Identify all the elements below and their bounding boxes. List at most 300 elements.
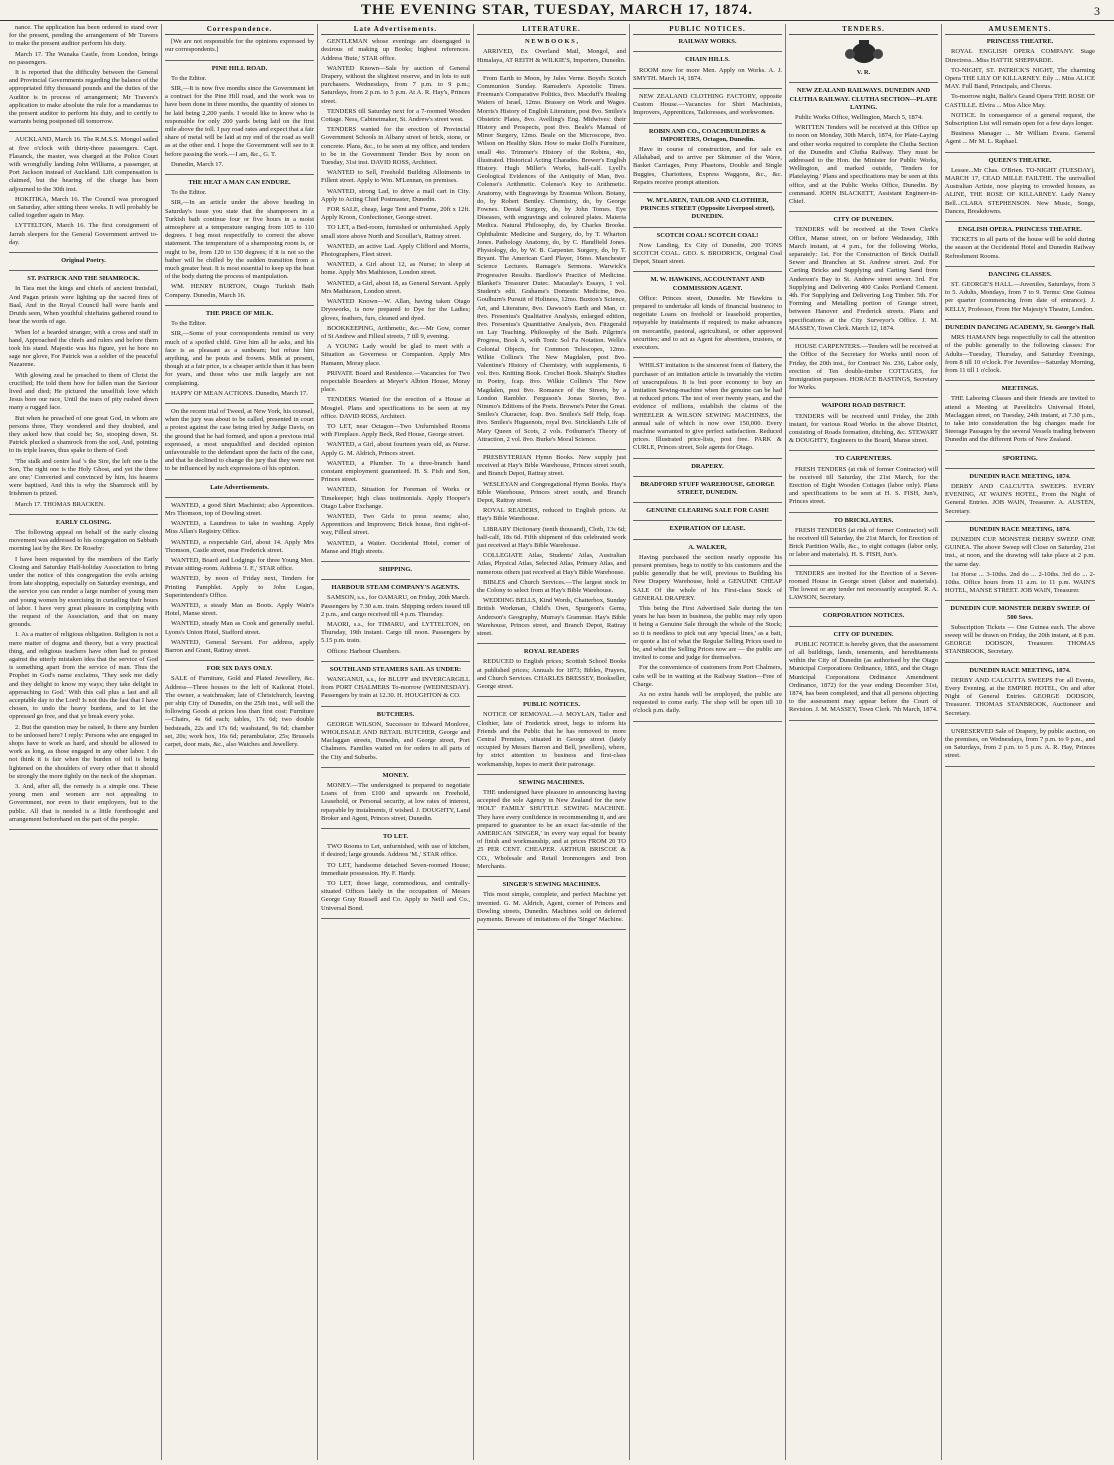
article-block — [945, 473, 1095, 516]
article-paragraph: TENDERS will be received at the Town Clerk's Office, Manse street, on or before Wednesday, 18th March instant, at 4 p.m., for the following Works, separately: 1st. For the Construction of Brick Outfall Sewer and Branches at St. Andrew street. 2nd. For Carting Bricks and Supplying and Carting Sand from Anderson's Bay to St. Andrew street sewer. 3rd. For Supplying and Delivering 400 Casks Portland Cement. 4th. For Supplying and Delivering Log Timber. 5th. For Forming and Metalling portion of Grange street, between Hanover and Frederick streets. Plans and specifications at the City Surveyor's Office. J. M. MASSEY, Town Clerk. March 12, 1874. — [789, 226, 938, 332]
royal-crest-icon — [842, 38, 886, 66]
divider — [321, 706, 470, 707]
article-paragraph: Public Works Office, Wellington, March 5, 1874. — [795, 114, 923, 122]
article-paragraph: ROOM now for more Men. Apply on Works. A. J. SMYTH. March 14, 1874. — [633, 66, 782, 82]
article-paragraph: THE Laboring Classes and their friends are invited to attend a Meeting at Pavelitch's Universal Hotel, Maclaggan street, on Tuesday, 24th instant, at 7.30 p.m., to take into consideration the big changes made for Steerage Passages by the several Vessels trading between Dunedin and the different Ports of New Zealand. — [945, 395, 1095, 444]
article-block — [633, 232, 782, 267]
article-title: EARLY CLOSING. — [55, 518, 112, 526]
article-paragraph: DERBY AND CALCUTTA SWEEPS. EVERY EVENING, AT WAIN'S HOTEL, From the Night of General Entries. JOB WAIN, Treasurer. A. AUSTEN, Secretary. — [945, 482, 1095, 515]
divider — [321, 579, 470, 580]
article-block — [165, 502, 314, 655]
divider — [633, 227, 782, 228]
article-title: BUTCHERS. — [376, 710, 415, 718]
article-title: WAIPORI ROAD DISTRICT. — [821, 402, 906, 410]
article-paragraph: Lessee...Mr Chas. O'Brien. TO-NIGHT (TUESDAY), MARCH 17, CEAD MILLE FAILTHE. The unrivalled Australian Artiste, now playing to crowded houses, as ALINE, THE ROSE OF KILLARNEY. Lady Nancy Bell...CLARA STEPHENSON. New Music, Songs, Dances, Breakdowns. — [945, 166, 1095, 215]
article-paragraph: With glowing zeal he preached to them of Christ the crucified; He told them how for fallen man the Saviour lived and died; He pictured the unselfish love which Jesus bore our race, Until the tears of pity rushed down many a rugged face. — [9, 371, 158, 412]
article-paragraph: WANTED, a respectable Girl, about 14. Apply Mrs Thomson, Castle street, near Frederick street. — [165, 538, 314, 554]
article-block — [321, 772, 470, 823]
divider — [945, 380, 1095, 381]
page-number: 3 — [1094, 4, 1100, 18]
article-block — [789, 570, 938, 603]
divider — [789, 211, 938, 212]
masthead — [0, 0, 1114, 21]
article-paragraph: Now Landing, Ex City of Dunedin, 200 TONS SCOTCH COAL. GEO. S. BRODRICK, Original Coal Depot, Stuart street. — [633, 241, 782, 266]
article-block — [789, 343, 938, 392]
article-block — [945, 38, 1095, 146]
article-paragraph: WANTED Known—W. Allan, having taken Otago Drysworks, is now prepared to Dye for the Ladies; gloves, feathers, furs, cleaned and dyed. — [321, 298, 470, 322]
divider — [165, 60, 314, 61]
article-title: SEWING MACHINES. — [518, 778, 585, 786]
article-paragraph: MAORI, s.s., for TIMARU, and LYTTELTON, on Thursday, 19th instant. Cargo till noon. Passengers by 5.15 p.m. train. — [321, 621, 470, 645]
article-title: DUNEDIN CUP. MONSTER DERBY SWEEP. Of 500 Sovs. — [950, 605, 1090, 621]
article-paragraph: 2. But the question may be raised, Is there any burden to be unloosed here? I reply: Persons who are engaged in shops have to work as hard, and should be allowed to work as long, as those engaged in any other labor. I do not think it is fair when the burden of toil is being lightened on the shoulders of every other that it should be strongly the more tightly on the neck of the shopman. — [9, 723, 158, 780]
article-block — [321, 38, 470, 556]
divider — [9, 514, 158, 515]
article-paragraph: WANGANUI, s.s., for BLUFF and INVERCARGILL from PORT CHALMERS To-morrow (WEDNESDAY). Passengers by train at 12.30. H. HOUGHTON & CO. — [321, 676, 470, 700]
article-paragraph: This being the First Advertised Sale during the ten years he has been in business, the public may rely upon it being a Genuine Sale through the whole of the Stock; so it is needless to pick out any 'special lines,' as a bait, or quote a list of what the Regular Selling Prices used to be, and what the Selling Prices now are — the public are invited to come and judge for themselves. — [633, 604, 782, 662]
article-paragraph: March 17. THOMAS BRACKEN. — [15, 500, 105, 508]
divider — [633, 88, 782, 89]
newspaper-title: THE EVENING STAR, TUESDAY, MARCH 17, 1874. — [360, 2, 754, 18]
article-paragraph: When lo! a bearded stranger, with a cross and staff in hand, Approached the chiefs and rulers and before them took his stand. Majestic was his figure, yet he bore no sage nor glove, For Patrick was a soldier of the peaceful Nazarene. — [9, 328, 158, 369]
article-block — [9, 275, 158, 508]
article-block — [789, 517, 938, 560]
article-paragraph: SALE of Furniture, Gold and Plated Jewellery, &c. Address—Three houses to the left of Kaikorai Hotel. The owner, a watchmaker, late of Christchurch, leaving per ship City of Dunedin, on the 25th inst., will sell the following Goods at prices less than first cost: Furniture—Chairs, 4s 6d each; tables, 17s 6d; two double bedsteads, 22s and 17s 6d; washstand, 9s 6d; chamber set, 20s; work box, 16s 6d; perambulator, 25s; Brussels carpet, door mats, &c., also Watches and Jewellery. — [165, 675, 314, 749]
article-title: V. R. — [856, 69, 871, 77]
article-paragraph: MRS HAMANN begs respectfully to call the attention of the public generally to the following classes: For Adults—Tuesday, Thursday, and Saturday Evenings, from 8 till 10 o'clock. For Juveniles—Saturday Morning, from 11 till 1 o'clock. — [945, 334, 1095, 374]
divider — [945, 766, 1095, 767]
divider — [165, 174, 314, 175]
article-paragraph: In Tara met the kings and chiefs of ancient Innisfail, And Pagan priests were lighting up the sacred fires of Baal, And in the Royal Council hall were bards and Druids seen, When youthful chieftains gathered round to hear the words of age. — [9, 285, 158, 326]
divider — [945, 319, 1095, 320]
divider — [945, 450, 1095, 451]
article-title: PRINCESS THEATRE. — [986, 38, 1054, 46]
divider — [321, 561, 470, 562]
article-paragraph: WANTED, a Girl, about 18, as General Servant. Apply Mrs Mathieson, London street. — [321, 279, 470, 295]
article-block — [165, 310, 314, 398]
article-paragraph: Office: Princes street, Dunedin. Mr Hawkins is prepared to undertake all kinds of financial business; to negotiate Loans on freehold or leasehold properties, repayable by instalments if required; to make advances on mercantile, pastoral, agricultural, or other approved securities; and to act as Agent for absentees, trustees, or executors. — [633, 294, 782, 352]
article-title: W. M'LAREN, TAILOR AND CLOTHIER, PRINCES STREET (Opposite Liverpool street), DUNEDIN. — [640, 197, 775, 221]
article-paragraph: LYTTELTON, March 16. The first consignment of Jarrah sleepers for the General Government arrived to-day. — [9, 222, 158, 246]
article-block — [633, 362, 782, 452]
divider — [789, 626, 938, 627]
article-title: HARBOUR STEAM COMPANY'S AGENTS. — [331, 584, 460, 592]
article-title: NEW ZEALAND RAILWAYS. DUNEDIN AND CLUTHA RAILWAY. CLUTHA SECTION—PLATE LAYING. — [789, 87, 938, 111]
article-block — [477, 648, 626, 691]
article-block — [165, 179, 314, 300]
divider — [165, 660, 314, 661]
article-block — [9, 519, 158, 824]
article-title: MEETINGS. — [1001, 385, 1039, 393]
divider — [633, 192, 782, 193]
article-block — [477, 38, 626, 65]
article-paragraph: For the convenience of customers from Port Chalmers, cabs will be in waiting at the Railway Station—Free of Charge. — [633, 664, 782, 688]
column-header: AMUSEMENTS. — [945, 25, 1095, 35]
divider — [945, 662, 1095, 663]
article-paragraph: AUCKLAND, March 16. The R.M.S.S. Mongol sailed at five o'clock with thirty-three passengers. Capt. Flasanck, the master, was charged at the Police Court with wrongfully landing John Williams, a passenger, at Port Jackson instead of Auckland. Lift compensation is claimed, but the hearing of the charge has been adjourned to the 30th inst. — [9, 136, 158, 193]
column-2 — [162, 24, 318, 1460]
article-paragraph: REDUCED to English prices; Scottish School Books at published prices; Annuals for 1873; Bibles, Prayers, and Church Services. CHARLES BRESSEY, Bookseller, George street. — [477, 658, 626, 691]
article-block — [789, 402, 938, 445]
article-title: THE HEAT A MAN CAN ENDURE. — [188, 179, 291, 187]
article-block — [165, 408, 314, 474]
article-title: A. WALKER, — [688, 543, 727, 551]
divider — [633, 51, 782, 52]
article-paragraph: It is reported that the difficulty between the General and Provincial Governments regarding the balance of the appropriated fifty thousand pounds and the duties of the Auditor is in process of arrangement; Mr Travers's application to make absolute the rule for a mandamus to the present auditor to perform his duty, and to certify to warrants being postponed till tomorrow. — [9, 69, 158, 126]
article-paragraph: PUBLIC NOTICE is hereby given, that the assessment of all buildings, lands, tenements, and hereditaments within the City of Dunedin (as authorised by the Otago Municipal Corporations Ordinance, 1865, and the Otago Municipal Corporations Ordinance Amendment Ordinance, 1872) for the year ending December 31st, 1874, has been completed, and that all persons objecting to the assessment may appear before the Court of Revision. J. M. MASSEY, Town Clerk. 7th March, 1874. — [789, 640, 938, 714]
article-paragraph: WANTED, strong Lad, to drive a mail cart in City. Apply to Acting Chief Postmaster, Dunedin. — [321, 187, 470, 203]
article-paragraph: This most simple, complete, and perfect Machine yet invented. G. M. Aldrich, Agent, corner of Princes and Dowling streets, Dunedin. Machines sold on deferred payments. Beware of imitations of the 'Singer' Machine. — [477, 891, 626, 923]
divider — [945, 152, 1095, 153]
divider — [9, 270, 158, 271]
divider — [789, 338, 938, 339]
article-paragraph: Dunedin, March 17. — [171, 160, 224, 168]
article-title: SPORTING. — [1002, 454, 1038, 462]
article-paragraph: 'The stalk and centre leaf 's the Sire, the left one is the Son, The right one is the Holy Ghost, and yet the three are one;' Converted and convinced by him, his hearers were baptised, And this is why the Shamrock still by Irishmen is prized. — [9, 457, 158, 498]
article-paragraph: WESLEYAN and Congregational Hymn Books. Hay's Bible Warehouse, Princes street south, and Branch Depot, Rattray street. — [477, 480, 626, 504]
article-paragraph: WANTED, General Servant. For address, apply Barron and Grant, Rattray street. — [165, 638, 314, 654]
article-paragraph: PRESBYTERIAN Hymn Books. New supply just received at Hay's Bible Warehouse, Princes street south, and Branch Depot, Rattray street. — [477, 453, 626, 478]
article-paragraph: BIBLES and Church Services.—The largest stock in the Colony to select from at Hay's Bible Warehouse. — [477, 578, 626, 594]
divider — [477, 774, 626, 775]
article-title: FOR SIX DAYS ONLY. — [206, 665, 273, 673]
article-paragraph: GENTLEMAN whose evenings are disengaged is desirous of making up Books; highest references. Address 'Bute,' STAR office. — [321, 38, 470, 62]
divider — [477, 696, 626, 697]
divider — [165, 497, 314, 498]
article-paragraph: FRESH TENDERS (at risk of former Contractor) will be received till Saturday, the 21st March, for Erection of Brick Partition Walls, &c., to eight cottages (labor only, or labor and materials). H. S. FISH, Jun's. — [789, 526, 938, 559]
article-paragraph: WANTED Known—Sale by auction of General Drapery, without the slightest reserve, and in lots to suit purchasers. Wednesdays, from 7 p.m. to 9 p.m.; Saturdays, from 2 p.m. to 5 p.m. At A. R. Hay's, Princes street. — [321, 64, 470, 105]
article-title: ENGLISH OPERA. PRINCESS THEATRE. — [958, 226, 1082, 234]
article-block — [945, 271, 1095, 314]
divider — [9, 252, 158, 253]
divider — [789, 607, 938, 608]
article-paragraph: 3. And, after all, the remedy is a simple one. These young men and women are not appealing to Government, nor even to their employers, but to the public. All that is needed is a little forethought and arrangement beforehand on the part of the people. — [9, 783, 158, 823]
article-paragraph: HOUSE CARPENTERS.—Tenders will be received at the Office of the Secretary for Works until noon of Friday, the 20th inst., for Contract No. 236, Labor only, erection of Ten double-timber COTTAGES, for Immigration purposes. HORACE BASTINGS, Secretary for Works. — [789, 343, 938, 392]
article-block — [789, 87, 938, 206]
article-block — [165, 665, 314, 749]
divider — [789, 450, 938, 451]
article-block — [789, 612, 938, 620]
article-block — [633, 56, 782, 83]
article-block — [945, 455, 1095, 463]
article-paragraph: WANTED, a Girl, about fourteen years old, as Nurse. Apply G. M. Aldrich, Princes street. — [321, 441, 470, 457]
divider — [477, 929, 626, 930]
divider — [945, 266, 1095, 267]
divider — [321, 767, 470, 768]
article-paragraph: NEW ZEALAND CLOTHING FACTORY, opposite Custom House.—Vacancies for Shirt Machinists, Improvers, Apprentices, Tailoresses, and workwomen. — [633, 93, 782, 117]
article-paragraph: HAPPY OF MEAN ACTIONS. Dunedin, March 17. — [171, 389, 308, 397]
article-paragraph: NOTICE. In consequence of a general request, the Subscription List will remain open for a few days longer. — [945, 111, 1095, 128]
article-title: CITY OF DUNEDIN. — [833, 216, 894, 224]
article-block — [945, 667, 1095, 718]
divider — [945, 723, 1095, 724]
article-title: DUNEDIN RACE MEETING, 1874. — [969, 525, 1071, 533]
article-block — [477, 881, 626, 924]
article-block — [321, 711, 470, 762]
divider — [165, 754, 314, 755]
article-paragraph: I have been requested by the members of the Early Closing and Saturday Half-holiday Association to bring under the notice of this congregation the evils arising from late shopping, especially on Saturday evenings, and the service you can render a large number of young men and young women by exercising in curtailing their hours of labor. I have very great pleasure in complying with the request of the Association, and that on many grounds. — [9, 555, 158, 629]
article-paragraph: NOTICE OF REMOVAL.—J. MOYLAN, Tailor and Clothier, late of Frederick street, begs to inform his Friends and the Public that he has removed to more Central Premises, situated in George street (lately occupied by Messrs Barron and Bell, jewellers), where, by strict attention to business and first-class workmanship, hopes to merit their patronage. — [477, 711, 626, 768]
article-paragraph: UNRESERVED Sale of Drapery, by public auction, on the premises, on Wednesdays, from 7 p.m. to 9 p.m., and on Saturdays, from 2 p.m. to 5 p.m. A. R. Hay, Princes street. — [945, 727, 1095, 760]
article-block — [633, 197, 782, 222]
article-title: SCOTCH COAL! SCOTCH COAL! — [656, 231, 759, 239]
divider — [633, 539, 782, 540]
article-block — [9, 136, 158, 247]
article-paragraph: PRIVATE Board and Residence.—Vacancies for Two respectable Boarders at Meyer's Albion House, Moray place. — [321, 369, 470, 394]
column-header: LITERATURE. — [477, 25, 626, 35]
article-title: DUNEDIN RACE MEETING, 1874. — [969, 472, 1071, 480]
article-block — [477, 454, 626, 638]
divider — [789, 720, 938, 721]
article-title: ROBIN AND CO., COACHBUILDERS & IMPORTERS, Octagon, Dunedin. — [648, 127, 767, 143]
divider — [945, 221, 1095, 222]
column-header: TENDERS. — [789, 25, 938, 35]
article-title: PINE HILL ROAD. — [211, 64, 268, 72]
article-title: SINGER'S SEWING MACHINES. — [502, 881, 601, 889]
article-block — [945, 385, 1095, 444]
article-paragraph: TENDERS will be received until Friday, the 20th instant, for various Road Works in the above District, consisting of Roads formation, ditching, &c. STEWART & DOUGHTY, Engineers to the Board, Manse street. — [789, 412, 938, 445]
article-paragraph: TO LET, handsome detached Seven-roomed House; immediate possession. Hy. F. Hardy. — [321, 861, 470, 877]
article-paragraph: WM. HENRY BURTON, Otago Turkish Bath Company. Dunedin, March 16. — [165, 283, 314, 299]
article-title: RAILWAY WORKS. — [678, 38, 737, 46]
divider — [633, 357, 782, 358]
divider — [945, 468, 1095, 469]
divider — [633, 123, 782, 124]
article-paragraph: COLLEGIATE Atlas, Students' Atlas, Australian Atlas, Physical Atlas, Selected Atlas, Primary Atlas, and numerous others just received at Hay's Bible Warehouse. — [477, 552, 626, 576]
divider — [477, 643, 626, 644]
article-title: EXPIRATION OF LEASE. — [669, 525, 746, 533]
article-paragraph: Subscription Tickets — One Guinea each. The above sweep will be drawn on Friday, the 20th instant, at 8 p.m. GEORGE DODSON, Treasurer. THOMAS STANBROOK, Secretary. — [945, 623, 1095, 656]
article-paragraph: TO LET, near Octagon—Two Unfurnished Rooms with Fireplace. Apply Beck, Red House, George street. — [321, 422, 470, 439]
article-paragraph: But when he preached of one great God, in whom are persons three, They wondered and they doubted, and they asked how that could be; So, stooping down, St. Patrick plucked a shamrock from the sod, And, pointing to its triple leaves, thus spake to them of God: — [9, 414, 158, 455]
divider — [633, 502, 782, 503]
divider — [789, 512, 938, 513]
article-title: Original Poetry. — [61, 257, 106, 265]
divider — [633, 721, 782, 722]
article-title: N E W B O O K S , — [524, 38, 579, 46]
article-title: TO CARPENTERS. — [835, 455, 892, 463]
article-block — [633, 507, 782, 515]
article-paragraph: WANTED, Situation for Foreman of Works or Timekeeper; high class testimonials. Apply Hooper's Otago Labor Exchange. — [321, 486, 470, 510]
article-paragraph: FOR SALE, cheap, large Tent and Frame, 20ft x 12ft. Apply Kroon, Confectioner, George street. — [321, 206, 470, 222]
article-paragraph: March 17. The Wanaka Castle, from London, brings no passengers. — [9, 50, 158, 66]
divider — [789, 565, 938, 566]
article-block — [789, 69, 938, 77]
article-block — [789, 631, 938, 715]
article-title: CHAIN HILLS. — [685, 56, 730, 64]
divider — [477, 70, 626, 71]
column-header: PUBLIC NOTICES. — [633, 25, 782, 35]
article-paragraph: WANTED, a Girl about 12, as Nurse; to sleep at home. Apply Mrs Mathieson, London street. — [321, 261, 470, 277]
divider — [9, 829, 158, 830]
article-paragraph: WHILST imitation is the sincerest form of flattery, the purchaser of an imitation article is invariably the victim of unscrupulous. It is but poor economy to buy an imitation Sewing-machine when the genuine can be had at reduced prices. The test of over twenty years, and the evidence of millions, establish the claims of the WHEELER & WILSON SEWING MACHINES, the annual sale of which is now over 150,000. Every machine warranted to give perfect satisfaction. Reduced prices. Illustrated price-lists, post free. PARK & CURLE, Princes street, Sole agents for Otago. — [633, 362, 782, 452]
article-paragraph: TWO Rooms to Let, unfurnished, with use of kitchen, if desired; large grounds. Address 'M.,' STAR office. — [321, 843, 470, 859]
article-paragraph: 1. As a matter of religious obligation. Religion is not a mere matter of dogma and theory, but a very practical thing, and religious teachers have often had to protest against the utterly mistaken idea that the service of God is something apart from the service of man. Thus the Prophet in God's name exclaims, 'They seek me daily and they delight to know my ways; they take delight in approaching to God.' With this call plus a last and all acceptable day to the Lord! Is not this the fast that I have chosen, to undo the heavy burdens, and to let the oppressed go free, and that ye break every yoke. — [9, 631, 158, 721]
article-paragraph: GEORGE WILSON, Successor to Edward Monlove, WHOLESALE AND RETAIL BUTCHER, George and Maclaggan streets, Dunedin, and George street, Port Chalmers. Families waited on for orders in all parts of the City and Suburbs. — [321, 720, 470, 761]
article-paragraph: TICKETS to all parts of the house will be sold during the season at the Occidental Hotel and Dunedin Railway Refreshment Rooms. — [945, 236, 1095, 260]
column-header: Correspondence. — [165, 25, 314, 35]
article-paragraph: WANTED, a Waiter. Occidental Hotel, corner of Manse and High streets. — [321, 539, 470, 555]
article-paragraph: WANTED, a steady Man as Boots. Apply Wain's Hotel, Manse street. — [165, 601, 314, 618]
article-paragraph: To the Editor. — [171, 74, 207, 82]
article-paragraph: Have in course of construction, and for sale ex Allahabad, and to arrive per Skimmer of the Wave, Basket Carriages, Pony Phaetons, Double and Single Buggies, Chariottees, Express Waggons, &c., &c. Repairs receive prompt attention. — [633, 146, 782, 186]
article-paragraph: WANTED to Sell, Freehold Building Allotments in Fillent street. Apply to Wm. M'Lennan, on premises. — [321, 169, 470, 185]
article-block — [789, 216, 938, 333]
article-block — [321, 584, 470, 656]
article-paragraph: TO-NIGHT, ST. PATRICK'S NIGHT, The charming Opera THE LILY OF KILLARNEY. Eily ... Miss ALICE MAY. Full Band, Principals, and Chorus. — [945, 66, 1095, 91]
article-paragraph: As no extra hands will be employed, the public are requested to come early. The shop will be open till 10 o'clock p.m. daily. — [633, 691, 782, 715]
divider — [945, 600, 1095, 601]
article-paragraph: WANTED, a Laundress to take in washing. Apply Miss Allan's Registry Office. — [165, 520, 314, 536]
article-paragraph: FRESH TENDERS (at risk of former Contractor) will be received till Saturday, the 21st March, for the Erection of Eight Wooden Cottages (labor only). Plans and specifications to be seen at H. S. FISH, Jun's, Princes street. — [789, 465, 938, 506]
article-paragraph: WANTED, Two Girls to press seams; also, Apprentices and Improvers; Brick house, first right-of-way, Filleul street. — [321, 512, 470, 537]
article-block — [945, 226, 1095, 261]
columns-container — [6, 24, 1108, 1460]
article-title: GENUINE CLEARING SALE FOR CASH! — [646, 507, 769, 515]
column-4 — [474, 24, 630, 1460]
article-title: Late Advertisements. — [210, 483, 269, 491]
divider — [321, 661, 470, 662]
column-3 — [318, 24, 474, 1460]
article-paragraph: HOKITIKA, March 16. The Council was prorogued on Saturday, after sitting three weeks. It will probably be called together again in May. — [9, 195, 158, 220]
article-block — [945, 605, 1095, 656]
article-paragraph: TENDERS Wanted for the erection of a House at Mosgiel. Plans and specifications to be seen at my office. DAVID ROSS, Architect. — [321, 396, 470, 420]
column-5 — [630, 24, 786, 1460]
article-paragraph: To-morrow night, Balfe's Grand Opera THE ROSE OF CASTILLE. Elvira ... Miss Alice May. — [945, 93, 1095, 109]
divider — [633, 458, 782, 459]
article-block — [477, 779, 626, 871]
divider — [477, 449, 626, 450]
article-block — [9, 24, 158, 126]
article-paragraph: THE undersigned have pleasure in announcing having accepted the sole Agency in New Zealand for the new 'HOLT' FAMILY SHUTTLE SEWING MACHINE. They have every confidence in recommending it, and are prepared to guarantee to be an exact fac-simile of the AMERICAN 'SINGER,' in every way equal for beauty of finish and workmanship, and at prices FROM 20 TO 25 PER CENT. CHEAPER. ARTHUR BRISCOE & CO., Wholesale and Retail Ironmongers and Iron Merchants. — [477, 789, 626, 870]
article-paragraph: WANTED, a good Shirt Machinist; also Apprentices. Mrs Thomson, top of Dowling street. — [165, 501, 314, 517]
article-title: ST. PATRICK AND THE SHAMROCK. — [27, 275, 140, 283]
article-title: SHIPPING. — [378, 565, 413, 573]
article-block — [165, 484, 314, 492]
article-block — [633, 128, 782, 187]
article-block — [477, 701, 626, 769]
divider — [789, 82, 938, 83]
article-block — [633, 276, 782, 352]
divider — [633, 271, 782, 272]
article-block — [945, 324, 1095, 375]
divider — [9, 131, 158, 132]
article-paragraph: MONEY.—The undersigned is prepared to negotiate Loans of from £100 and upwards on Freehold, Leasehold, or Personal security, at low rates of interest, repayable by instalments, if wished. J. DOUGHTY, Land Broker and Agent, Princes street, Dunedin. — [321, 782, 470, 822]
article-paragraph: SIR,—It is now five months since the Government let a contract for the Pine Hill road, and the work was to have been done in three months, the quantity of stones to be laid being 2,200 yards. I would like to know who is responsible for only 200 yards being laid on the first mile above the toll. I pay road rates and expect that a fair share of metal will be laid at my end of the road as well as at the other end. I hope the Government will see to it before passing the work.—I am, &c., G. T. — [165, 85, 314, 158]
article-paragraph: WANTED, Board and Lodgings for three Young Men. Private sitting-room. Address 'J. F.,' STAR office. — [165, 556, 314, 573]
divider — [165, 403, 314, 404]
article-block — [321, 666, 470, 701]
column-7 — [942, 24, 1098, 1460]
article-paragraph: WANTED, by noon of Friday next, Tenders for Printing Pamphlet. Apply to John Logan, Superintendent's Office. — [165, 575, 314, 599]
article-paragraph: WEDDING BELLS, Kind Words, Chatterbox, Sunday British Workman, Child's Own, Spurgeon's Gems, Anderson's Geography, Murray's Grammar. Hay's Bible Warehouse, Princes street, and Branch Depot, Rattray street. — [477, 597, 626, 638]
article-title: PUBLIC NOTICES. — [522, 701, 581, 709]
article-paragraph: A YOUNG Lady would be glad to meet with a Situation as Governess or Companion. Apply Mrs Hamann, Moray place. — [321, 343, 470, 367]
article-paragraph: SIR,—In an article under the above heading in Saturday's issue you state that the shampooers in a Turkish bath continue four or five hours in a moist atmosphere at a temperature ranging from 105 to 110 degrees. I beg most respectfully to correct the above statement. The temperature of a shampooing room is, or ought to be, from 120 to 130 degrees; if it is not so the bather will be chilled by the sudden transition from a much greater heat. It is most essential to keep up the heat of the body during the process of manipulation. — [165, 199, 314, 281]
column-6 — [786, 24, 942, 1460]
article-title: ROYAL READERS — [523, 648, 580, 656]
divider — [165, 479, 314, 480]
article-block — [9, 257, 158, 265]
column-1 — [6, 24, 162, 1460]
article-block — [945, 157, 1095, 216]
article-title: M. W. HAWKINS, ACCOUNTANT AND COMMISSION AGENT. — [650, 276, 765, 292]
article-title: DUNEDIN DANCING ACADEMY, St. George's Hall. — [945, 323, 1095, 331]
article-block — [633, 544, 782, 716]
article-paragraph: ROYAL ENGLISH OPERA COMPANY. Stage Directress...Miss HATTIE SHEPPARDE. — [945, 48, 1095, 64]
article-paragraph: WANTED, an active Lad. Apply Clifford and Morris, Photographers, Fleet street. — [321, 242, 470, 259]
divider — [789, 397, 938, 398]
article-paragraph: LIBRARY Dictionary (tenth thousand), Cloth, 13s 6d; half-calf, 18s 6d. Fifth shipment of this celebrated work just received at Hay's Bible Warehouse. — [477, 525, 626, 549]
article-paragraph: To the Editor. — [171, 189, 207, 197]
article-paragraph: DUNEDIN CUP. MONSTER DERBY SWEEP. ONE GUINEA. The above Sweep will Close on Saturday, 21st inst., at noon, and the drawing will take place at 2 p.m. the same day. — [945, 535, 1095, 568]
article-paragraph: On the recent trial of Tweed, at New York, his counsel, when the jury was about to be called, presented in court a protest against the case being tried by Judge Davis, on the ground that he had formed, and upon a previous trial expressed, a most unqualified and decided opinion unfavourable to the defendant upon the facts of the case, and that he declined to change the jury that they were not to be influenced by such expressions of his opinion. — [165, 407, 314, 473]
article-title: TO BRICKLAYERS. — [833, 516, 894, 524]
article-paragraph: The following appeal on behalf of the early closing movement was addressed to his congregation on Sabbath morning last by the Rev. Dr Roseby: — [9, 528, 158, 553]
article-paragraph: DERBY AND CALCUTTA SWEEPS For all Events, Every Evening, at the EMPIRE HOTEL, On and after Night of General Entries. GEORGE DODSON, Treasurer. THOMAS STANBROOK, Auctioneer and Secretary. — [945, 676, 1095, 717]
article-block — [633, 481, 782, 497]
article-paragraph: WANTED, a Plumber. To a three-branch hand constant employment guaranteed. H. S. Fish and Son, Princes street. — [321, 459, 470, 484]
article-block — [165, 38, 314, 54]
article-paragraph: To the Editor. — [171, 320, 207, 328]
article-paragraph: TENDERS wanted for the erection of Provincial Government Schools in Albany street of brick, stone, or concrete. Plans, &c., to be seen at my office, and tenders to be in the Government Tender Box by noon on Tuesday, 31st inst. DAVID ROSS, Architect. — [321, 126, 470, 167]
article-paragraph: nance. The application has been ordered to stand over for the present, pending the arrangement of Mr Travers to make the present auditor perform his duty. — [9, 24, 158, 48]
article-paragraph: SAMSON, s.s., for OAMARU, on Friday, 20th March. Passengers by 7.30 a.m. train. Shipping orders issued till 2 p.m., and cargo received till 4 p.m. Thursday. — [321, 594, 470, 618]
article-paragraph: Business Manager ... Mr William Evans. General Agent ... Mr M. L. Raphael. — [945, 130, 1095, 146]
column-header: Late Advertisements. — [321, 25, 470, 35]
article-title: DANCING CLASSES. — [988, 270, 1052, 278]
article-paragraph: BOOKKEEPING, Arithmetic, &c.—Mr Gow, corner of St Andrew and Filleul streets, 7 till 9, evening. — [321, 324, 470, 340]
article-block — [477, 75, 626, 444]
article-block — [633, 463, 782, 471]
article-title: CORPORATION NOTICES. — [822, 612, 905, 620]
article-block — [945, 526, 1095, 596]
article-block — [945, 728, 1095, 761]
article-paragraph: TENDERS are invited for the Erection of a Seven-roomed House in George street (labor and materials). The lowest or any tender not necessarily accepted. R. A. LAWSON, Secretary. — [789, 569, 938, 602]
divider — [321, 828, 470, 829]
article-paragraph: TENDERS till Saturday next for a 7-roomed Wooden Cottage. Ness, Cabinetmaker, St. Andrew's street west. — [321, 107, 470, 124]
article-title: BRADFORD STUFF WAREHOUSE, GEORGE STREET, DUNEDIN. — [640, 480, 775, 496]
article-block — [633, 93, 782, 118]
article-paragraph: ROYAL READERS, reduced to English prices. At Hay's Bible Warehouse. — [477, 507, 626, 523]
article-paragraph: SIR,—Some of your correspondents remind us very much of a spoiled child. Give him all he asks, and his face is as pleasant as a sunbeam; but refuse him anything, and he pouts and frowns. Milk at present, though at a fair price, is a cheaper article than it has been for years, and those who use milk largely are not complaining. — [165, 330, 314, 387]
article-title: DRAPERY. — [691, 462, 724, 470]
article-title: QUEEN'S THEATRE. — [988, 156, 1052, 164]
article-block — [789, 455, 938, 506]
divider — [633, 476, 782, 477]
article-paragraph: ARRIVED, Ex Overland Mail, Mongol, and Himalaya, AT REITH & WILKIE'S, Importers, Dunedin. — [477, 48, 626, 64]
divider — [945, 521, 1095, 522]
article-title: TO LET. — [382, 833, 409, 841]
article-block — [633, 525, 782, 533]
divider — [633, 520, 782, 521]
article-paragraph: WANTED, steady Man as Cook and generally useful. Lyons's Union Hotel, Stafford street. — [165, 620, 314, 636]
article-title: MONEY. — [382, 771, 409, 779]
article-title: CITY OF DUNEDIN. — [833, 630, 894, 638]
article-block — [321, 833, 470, 913]
article-paragraph: Offices: Harbour Chambers. — [327, 647, 401, 655]
article-paragraph: [We are not responsible for the opinions expressed by our correspondents.] — [165, 38, 314, 54]
divider — [165, 305, 314, 306]
article-block — [321, 566, 470, 574]
article-title: DUNEDIN RACE MEETING, 1874. — [969, 666, 1071, 674]
divider — [477, 876, 626, 877]
article-paragraph: TO LET, a Bed-room, furnished or unfurnished. Apply small store above North and Scoullar's, Rattray street. — [321, 224, 470, 240]
article-paragraph: TO LET, those large, commodious, and centrally-situated Offices lately in the occupation of Messrs George Gray Russell and Co. Apply to Neill and Co., Universal Bond. — [321, 880, 470, 912]
article-block — [165, 65, 314, 169]
article-title: SOUTHLAND STEAMERS SAIL AS UNDER: — [329, 665, 462, 673]
article-title: THE PRICE OF MILK. — [205, 309, 274, 317]
